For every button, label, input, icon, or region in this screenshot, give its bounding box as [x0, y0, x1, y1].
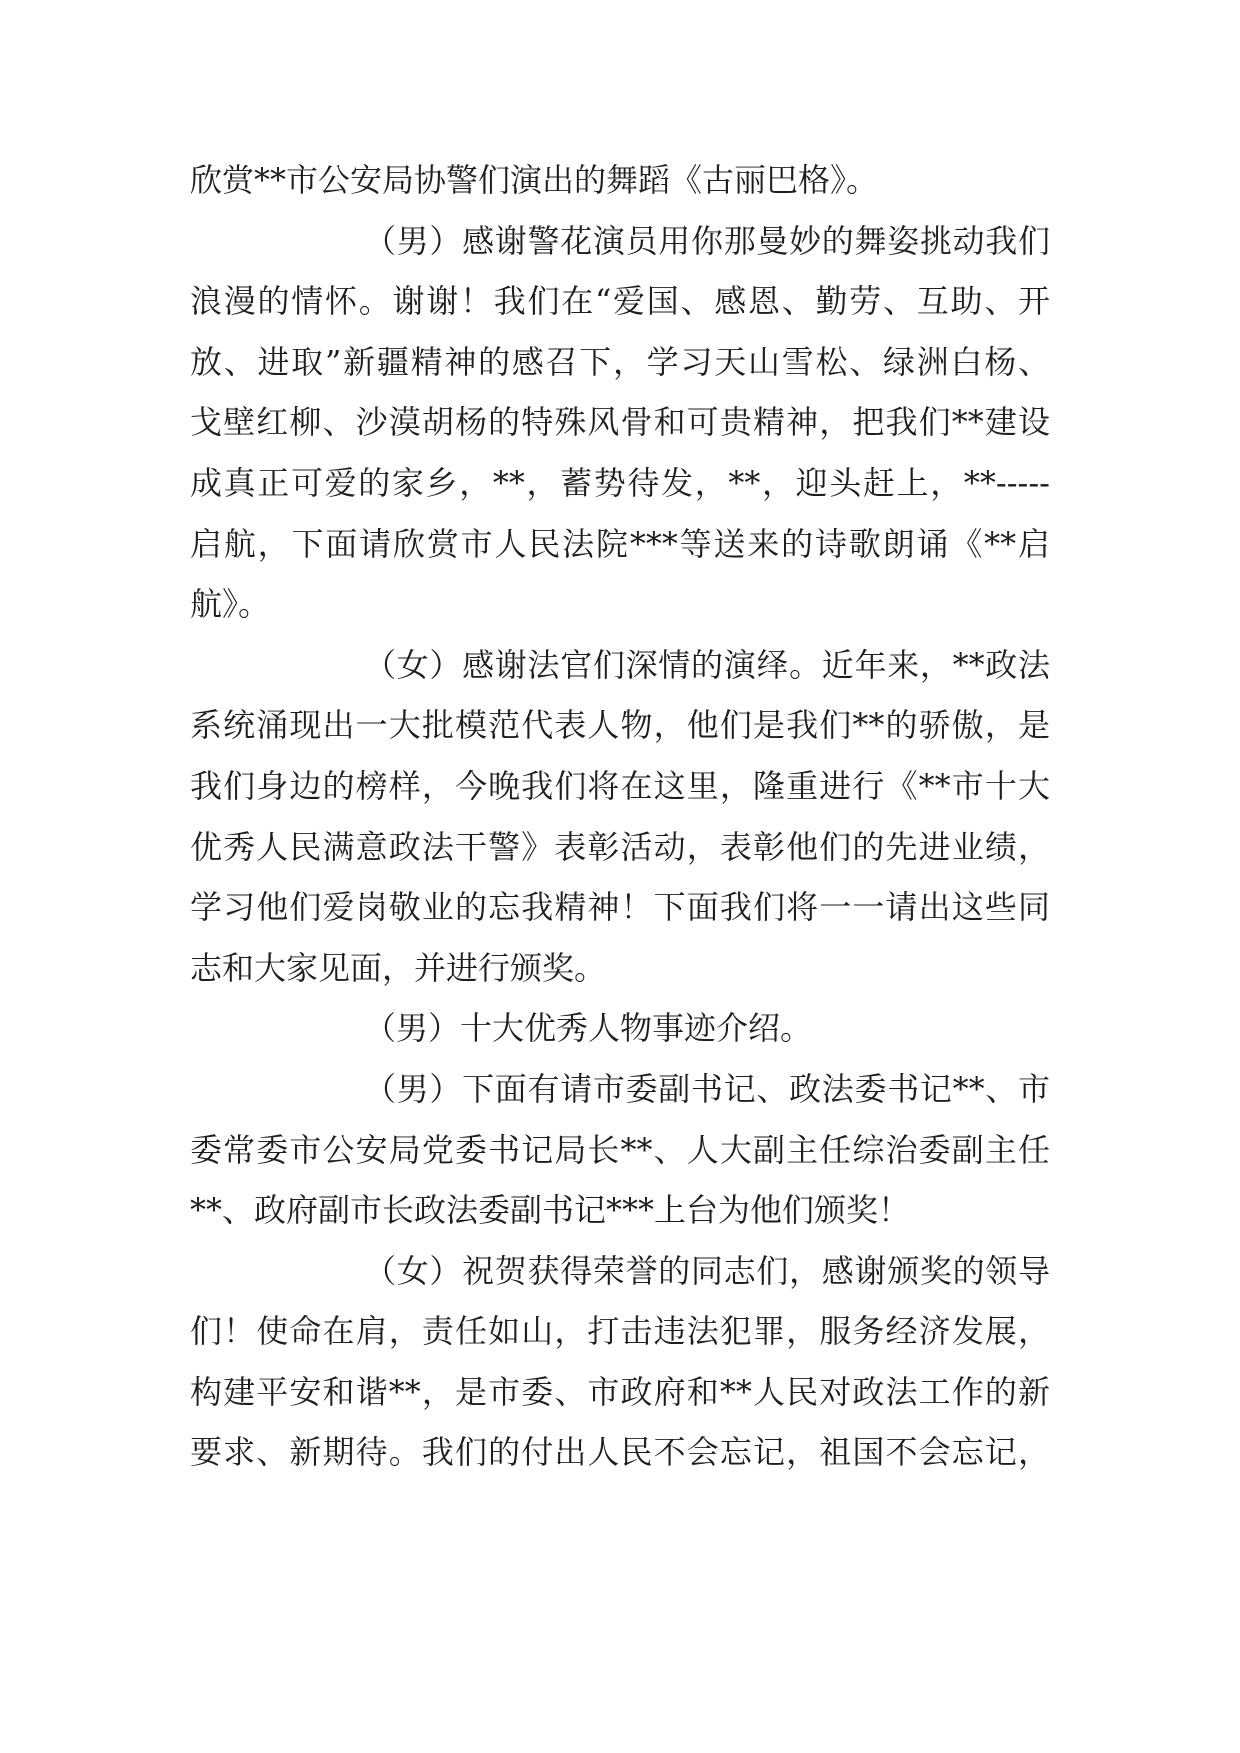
text-line: 戈壁红柳、沙漠胡杨的特殊风骨和可贵精神，把我们**建设 [190, 403, 1050, 442]
text-line: 我们身边的榜样，今晚我们将在这里，隆重进行《**市十大 [190, 766, 1050, 805]
text-line: （女）祝贺获得荣誉的同志们，感谢颁奖的领导 [364, 1251, 1050, 1290]
text-line: 欣赏**市公安局协警们演出的舞蹈《古丽巴格》。 [190, 161, 879, 199]
text-line: （男）下面有请市委副书记、政法委书记**、市 [364, 1069, 1050, 1108]
text-line: 航》。 [190, 585, 271, 624]
text-line: 优秀人民满意政法干警》表彰活动，表彰他们的先进业绩， [190, 827, 1050, 866]
text-line: 要求、新期待。我们的付出人民不会忘记，祖国不会忘记， [190, 1433, 1050, 1472]
text-line: 系统涌现出一大批模范代表人物，他们是我们**的骄傲，是 [190, 706, 1050, 745]
text-line: 志和大家见面，并进行颁奖。 [190, 948, 607, 987]
text-line: 成真正可爱的家乡，**，蓄势待发，**，迎头赶上，**----- [190, 463, 1050, 502]
text-line: **、政府副市长政法委副书记***上台为他们颁奖！ [190, 1191, 911, 1230]
text-line: 启航，下面请欣赏市人民法院***等送来的诗歌朗诵《**启 [190, 524, 1050, 563]
text-line: （女）感谢法官们深情的演绎。近年来，**政法 [364, 645, 1050, 684]
text-line: （男）十大优秀人物事迹介绍。 [364, 1009, 813, 1048]
document-body [190, 150, 1050, 1483]
text-line: 委常委市公安局党委书记局长**、人大副主任综治委副主任 [190, 1130, 1050, 1169]
text-line: 们！使命在肩，责任如山，打击违法犯罪，服务经济发展， [190, 1312, 1050, 1351]
text-line: 放、进取”新疆精神的感召下，学习天山雪松、绿洲白杨、 [190, 342, 1050, 381]
text-line: 学习他们爱岗敬业的忘我精神！下面我们将一一请出这些同 [190, 888, 1050, 927]
text-line: 构建平安和谐**，是市委、市政府和**人民对政法工作的新 [190, 1372, 1050, 1411]
text-line: 浪漫的情怀。谢谢！我们在“爱国、感恩、勤劳、互助、开 [190, 282, 1050, 321]
text-line: （男）感谢警花演员用你那曼妙的舞姿挑动我们 [364, 221, 1050, 260]
